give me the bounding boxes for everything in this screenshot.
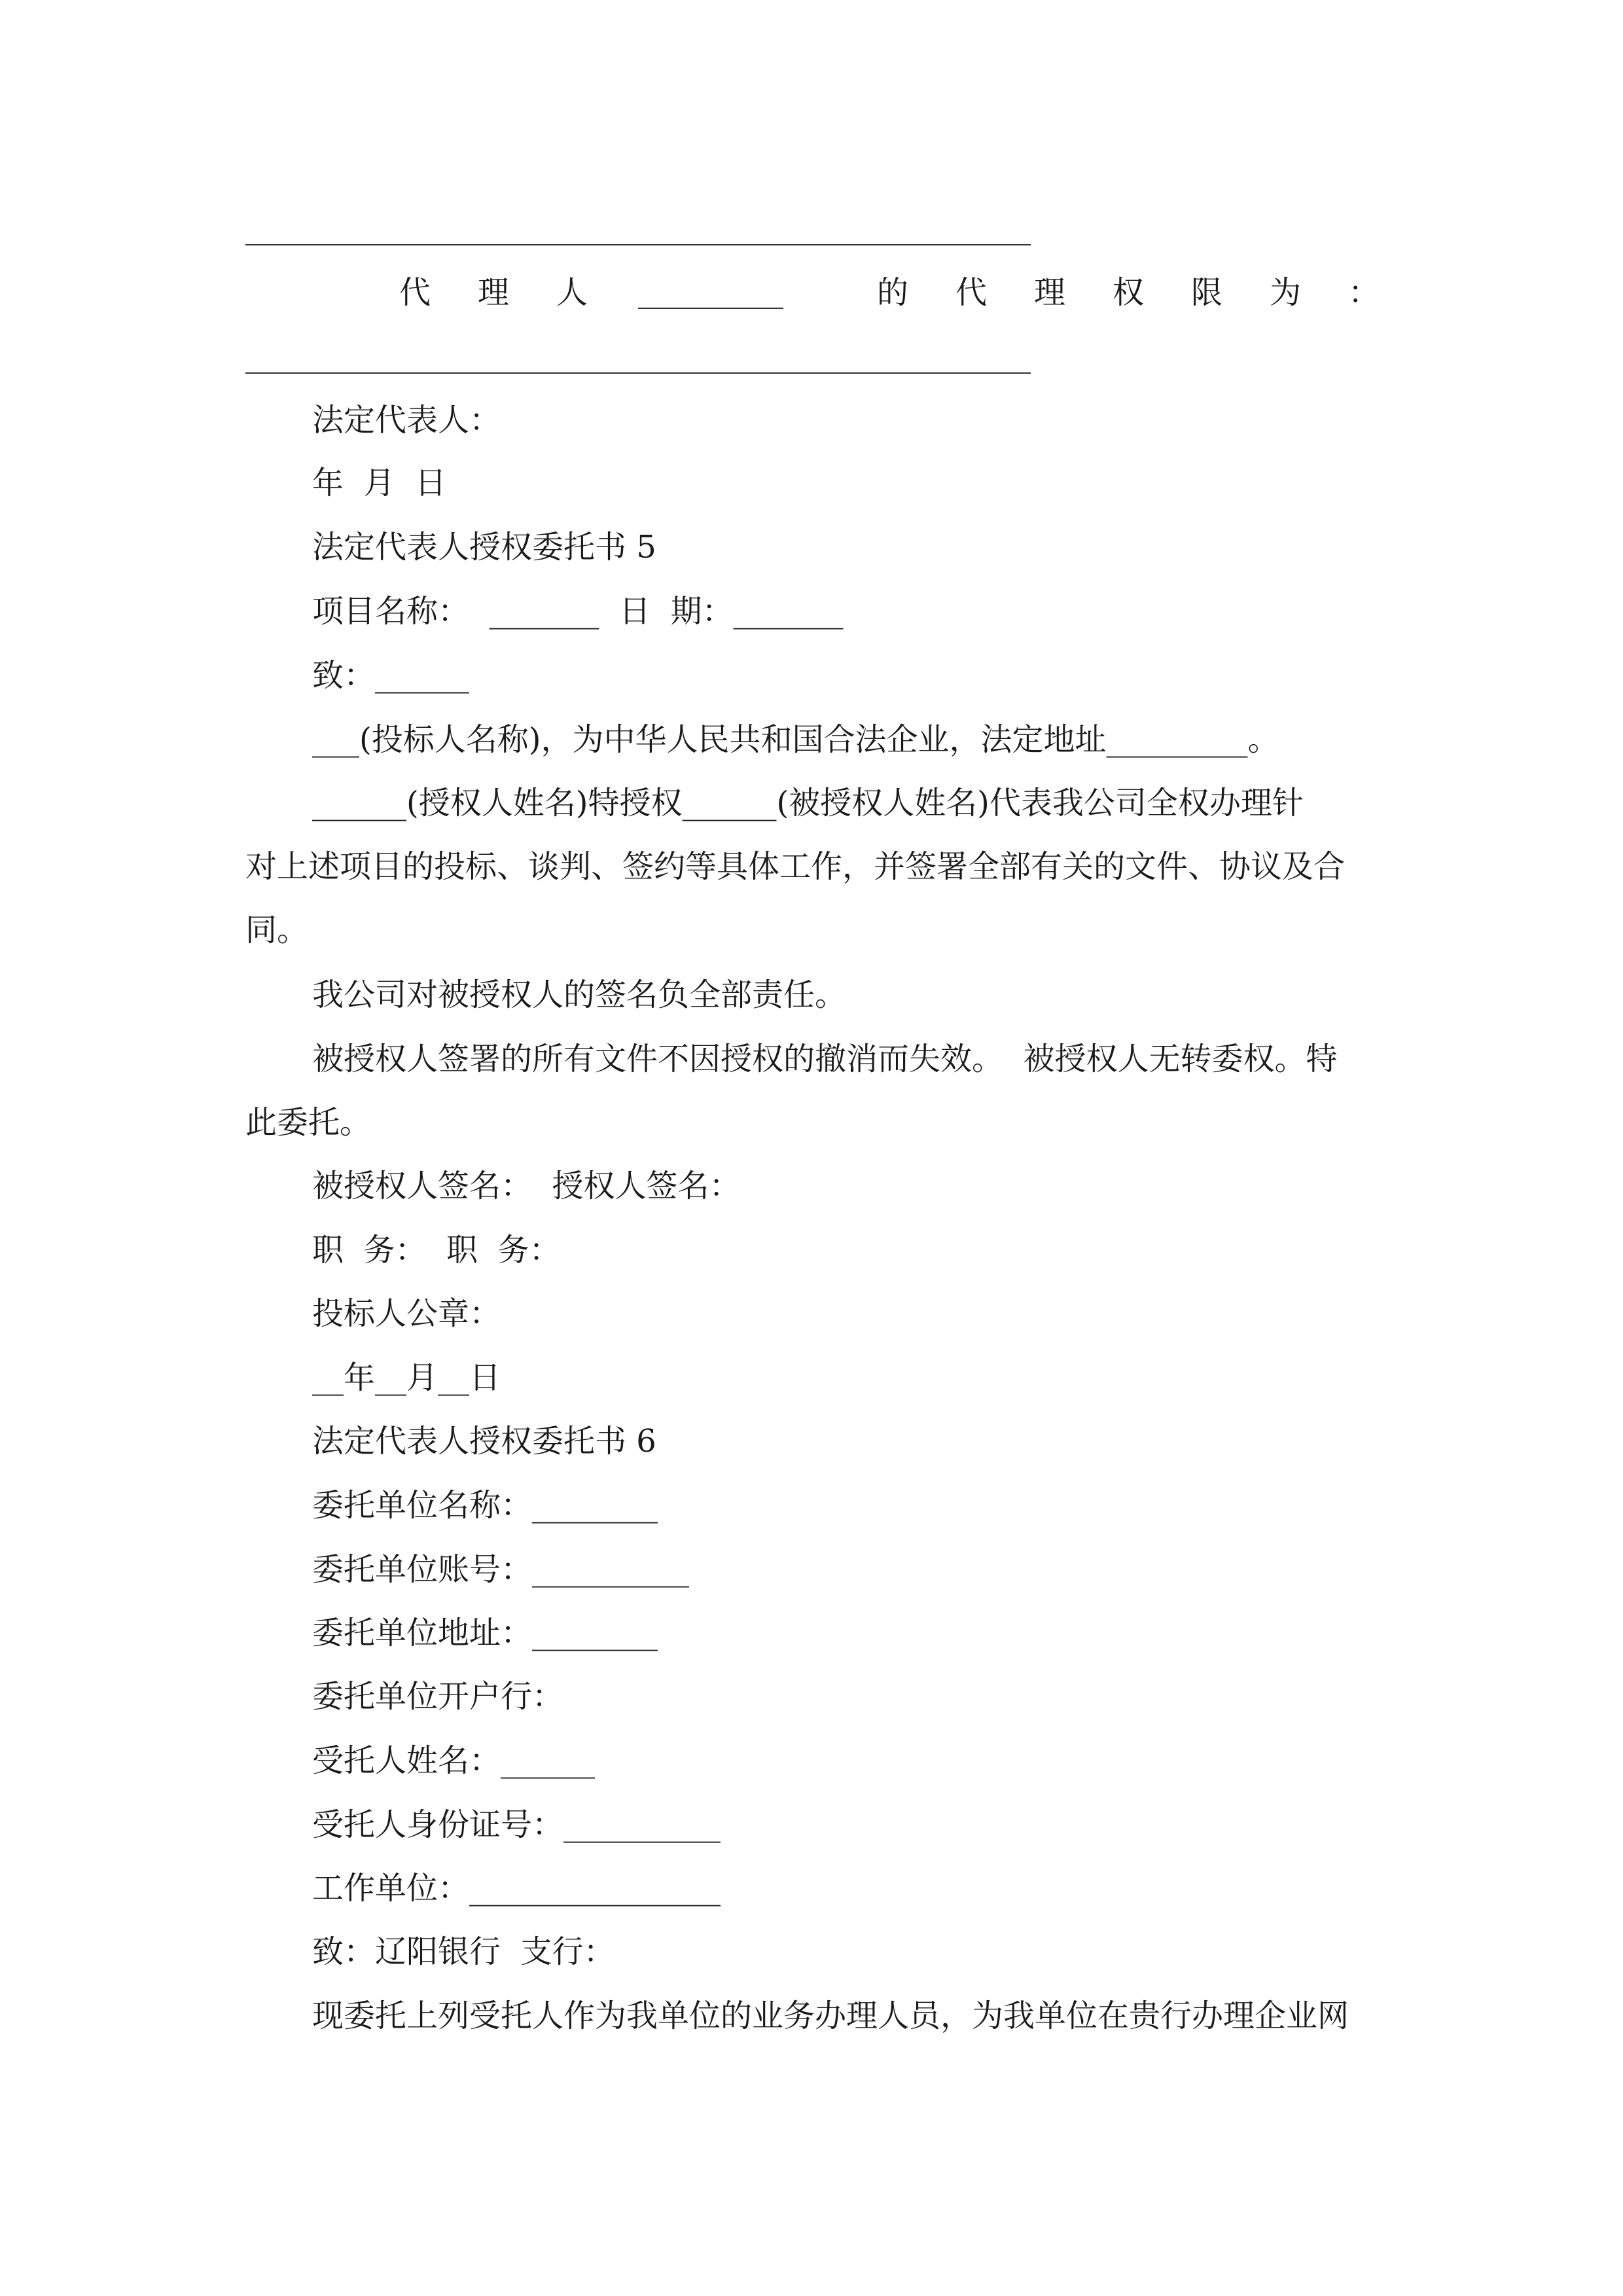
section-heading: 法定代表人授权委托书 6 [312,1423,656,1460]
text-line: 被授权人签名： 授权人签名： [312,1168,741,1204]
text-line: 委托单位地址：________ [312,1615,658,1651]
text-line: 委托单位账号：__________ [312,1551,690,1588]
text-line: 对上述项目的投标、谈判、签约等具体工作，并签署全部有关的文件、协议及合 [245,848,1346,885]
agent-char: 理 [478,274,510,311]
agent-char: 理 [1034,274,1066,311]
text-line: 现委托上列受托人作为我单位的业务办理人员，为我单位在贵行办理企业网 [312,1998,1349,2034]
agent-char: 人 [556,274,588,311]
text-line: 年 月 日 [312,465,447,501]
text-line: 被授权人签署的所有文件不因授权的撤消而失效。 被授权人无转委权。特 [312,1041,1338,1077]
text-line: 致：辽阳银行 支行： [312,1933,615,1970]
agent-char: 为 [1270,274,1302,311]
agent-char: 代 [955,274,988,311]
agent-name-blank [638,308,783,309]
text-line: 职 务： 职 务： [312,1232,561,1268]
text-line: 受托人身份证号：__________ [312,1806,721,1843]
text-line: 法定代表人： [312,402,501,439]
section-heading: 法定代表人授权委托书 5 [312,529,656,565]
text-line: 委托单位开户行： [312,1678,564,1715]
text-line: 工作单位：________________ [312,1870,721,1907]
agent-char: 权 [1113,274,1145,311]
text-line: 致：______ [312,657,470,694]
agent-char: 限 [1191,274,1223,311]
agent-authority-line [245,270,1378,315]
text-line: __年__月__日 [312,1359,501,1396]
text-line: ___(投标人名称)，为中华人民共和国合法企业，法定地址_________。 [312,721,1279,758]
text-line: 我公司对被授权人的签名负全部责任。 [312,977,847,1013]
top-divider-line [245,244,1031,245]
text-line: 委托单位名称：________ [312,1487,658,1524]
agent-char: 代 [399,274,431,311]
agent-char: 的 [877,274,909,311]
middle-divider-line [245,372,1031,374]
agent-char: ： [1348,274,1380,311]
text-line: ______(授权人姓名)特授权______(被授权人姓名)代表我公司全权办理针 [312,785,1304,821]
text-line: 受托人姓名：______ [312,1742,596,1779]
text-line: 项目名称： _______ 日 期：_______ [312,593,844,630]
text-line: 同。 [245,912,309,948]
text-line: 此委托。 [245,1104,372,1141]
text-line: 投标人公章： [312,1295,501,1332]
